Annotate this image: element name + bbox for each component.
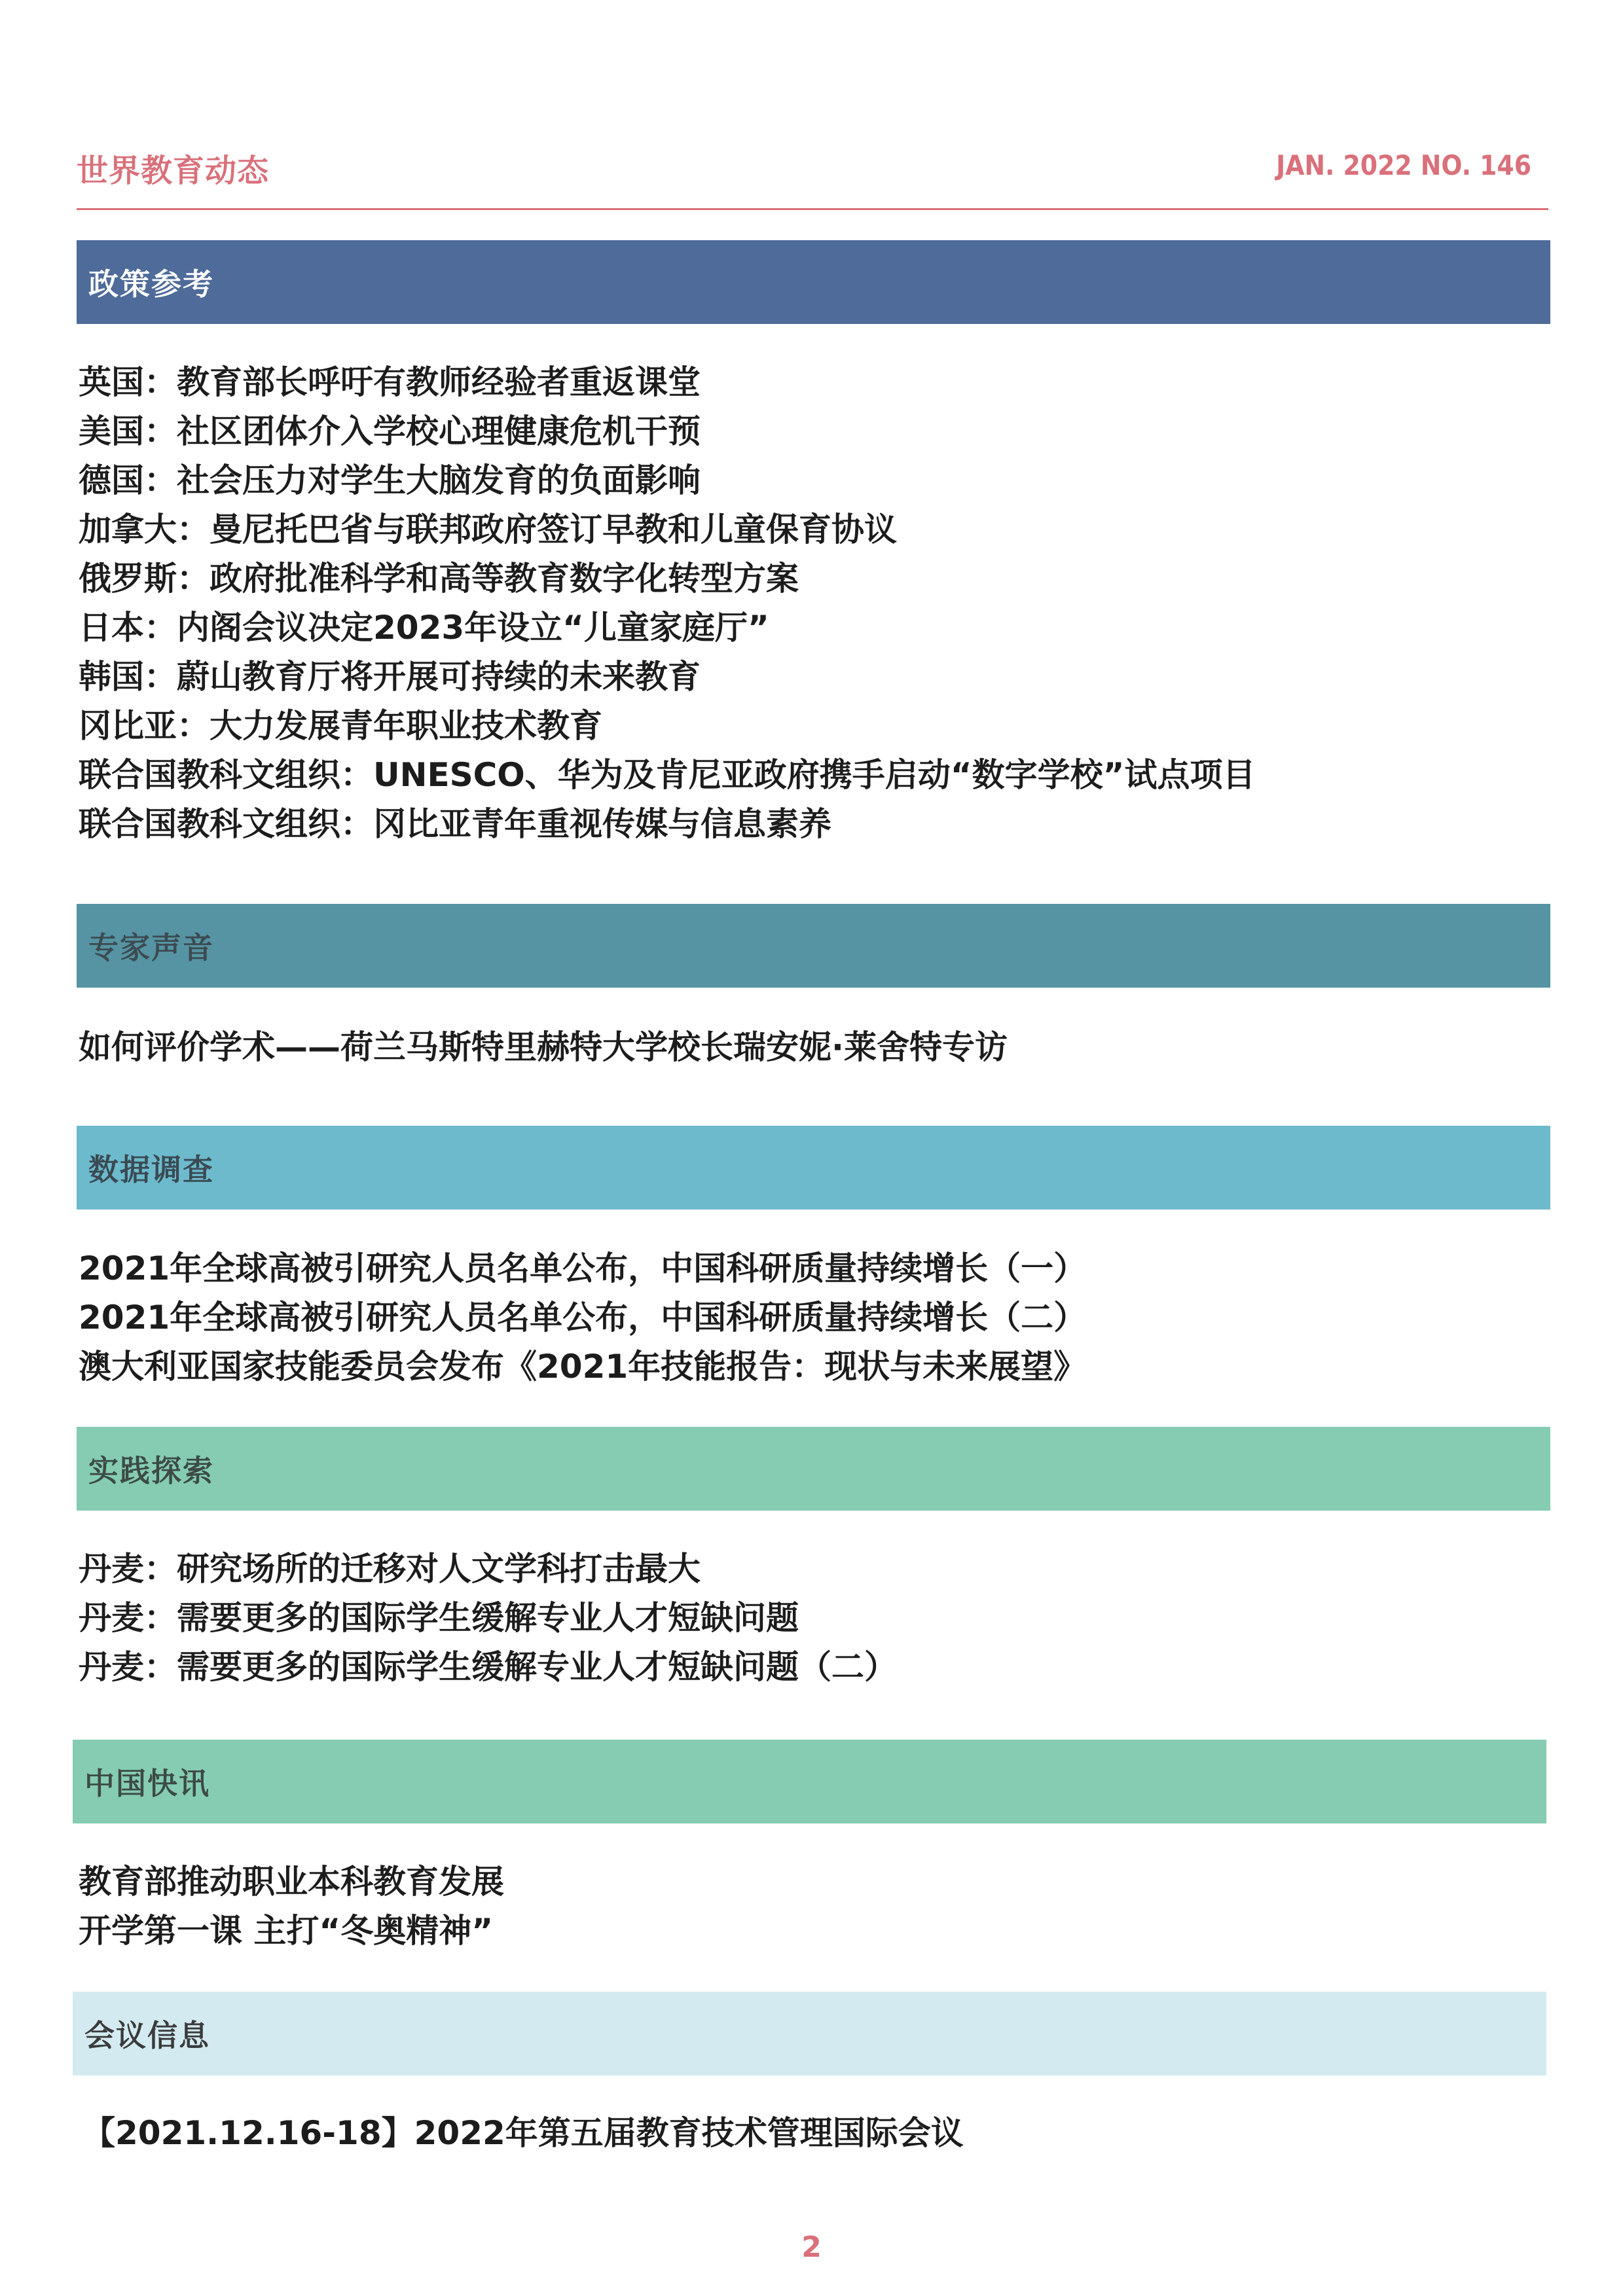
list-item[interactable]: 联合国教科文组织：冈比亚青年重视传媒与信息素养 bbox=[79, 805, 831, 843]
list-item[interactable]: 教育部推动职业本科教育发展 bbox=[79, 1863, 504, 1901]
list-item[interactable]: 丹麦：需要更多的国际学生缓解专业人才短缺问题 bbox=[79, 1599, 799, 1637]
list-item[interactable]: 俄罗斯：政府批准科学和高等教育数字化转型方案 bbox=[79, 560, 799, 598]
section-heading-experts bbox=[77, 904, 1550, 988]
section-heading-practice bbox=[77, 1427, 1550, 1511]
section-heading-label: 中国快讯 bbox=[84, 1766, 210, 1801]
publication-title: 世界教育动态 bbox=[77, 152, 270, 189]
list-item[interactable]: 韩国：蔚山教育厅将开展可持续的未来教育 bbox=[79, 658, 701, 696]
section-list-policy bbox=[79, 358, 1256, 849]
section-heading-label: 政策参考 bbox=[88, 266, 214, 302]
section-heading-data bbox=[77, 1126, 1550, 1210]
list-item[interactable]: 2021年全球高被引研究人员名单公布，中国科研质量持续增长（一） bbox=[79, 1249, 1087, 1287]
list-item[interactable]: 开学第一课 主打“冬奥精神” bbox=[79, 1912, 494, 1950]
section-list-practice bbox=[79, 1545, 897, 1692]
list-item[interactable]: 日本：内阁会议决定2023年设立“儿童家庭厅” bbox=[79, 609, 769, 647]
section-heading-policy bbox=[77, 240, 1550, 324]
section-heading-label: 数据调查 bbox=[88, 1152, 214, 1187]
list-item[interactable]: 加拿大：曼尼托巴省与联邦政府签订早教和儿童保育协议 bbox=[79, 511, 897, 548]
list-item[interactable]: 丹麦：需要更多的国际学生缓解专业人才短缺问题（二） bbox=[79, 1648, 897, 1686]
section-heading-label: 专家声音 bbox=[88, 930, 214, 965]
list-item[interactable]: 冈比亚：大力发展青年职业技术教育 bbox=[79, 707, 602, 745]
issue-label: JAN. 2022 NO. 146 bbox=[1276, 149, 1531, 181]
page-number: 2 bbox=[801, 2231, 822, 2264]
section-list-conferences bbox=[82, 2109, 964, 2158]
list-item[interactable]: 丹麦：研究场所的迁移对人文学科打击最大 bbox=[79, 1550, 701, 1588]
header-divider bbox=[77, 208, 1548, 210]
section-heading-china-news bbox=[73, 1740, 1546, 1823]
section-list-experts bbox=[79, 1023, 1008, 1072]
list-item[interactable]: 2021年全球高被引研究人员名单公布，中国科研质量持续增长（二） bbox=[79, 1299, 1087, 1336]
list-item[interactable]: 联合国教科文组织：UNESCO、华为及肯尼亚政府携手启动“数字学校”试点项目 bbox=[79, 756, 1256, 794]
section-heading-label: 会议信息 bbox=[84, 2018, 210, 2053]
list-item[interactable]: 如何评价学术——荷兰马斯特里赫特大学校长瑞安妮·莱舍特专访 bbox=[79, 1028, 1008, 1066]
section-list-data bbox=[79, 1244, 1086, 1391]
list-item[interactable]: 美国：社区团体介入学校心理健康危机干预 bbox=[79, 412, 701, 450]
list-item[interactable]: 英国：教育部长呼吁有教师经验者重返课堂 bbox=[79, 363, 701, 401]
list-item[interactable]: 【2021.12.16-18】2022年第五届教育技术管理国际会议 bbox=[82, 2114, 964, 2152]
list-item[interactable]: 澳大利亚国家技能委员会发布《2021年技能报告：现状与未来展望》 bbox=[79, 1348, 1087, 1386]
section-list-china-news bbox=[79, 1857, 504, 1956]
list-item[interactable]: 德国：社会压力对学生大脑发育的负面影响 bbox=[79, 461, 701, 499]
section-heading-conferences bbox=[73, 1992, 1546, 2075]
section-heading-label: 实践探索 bbox=[88, 1453, 214, 1488]
